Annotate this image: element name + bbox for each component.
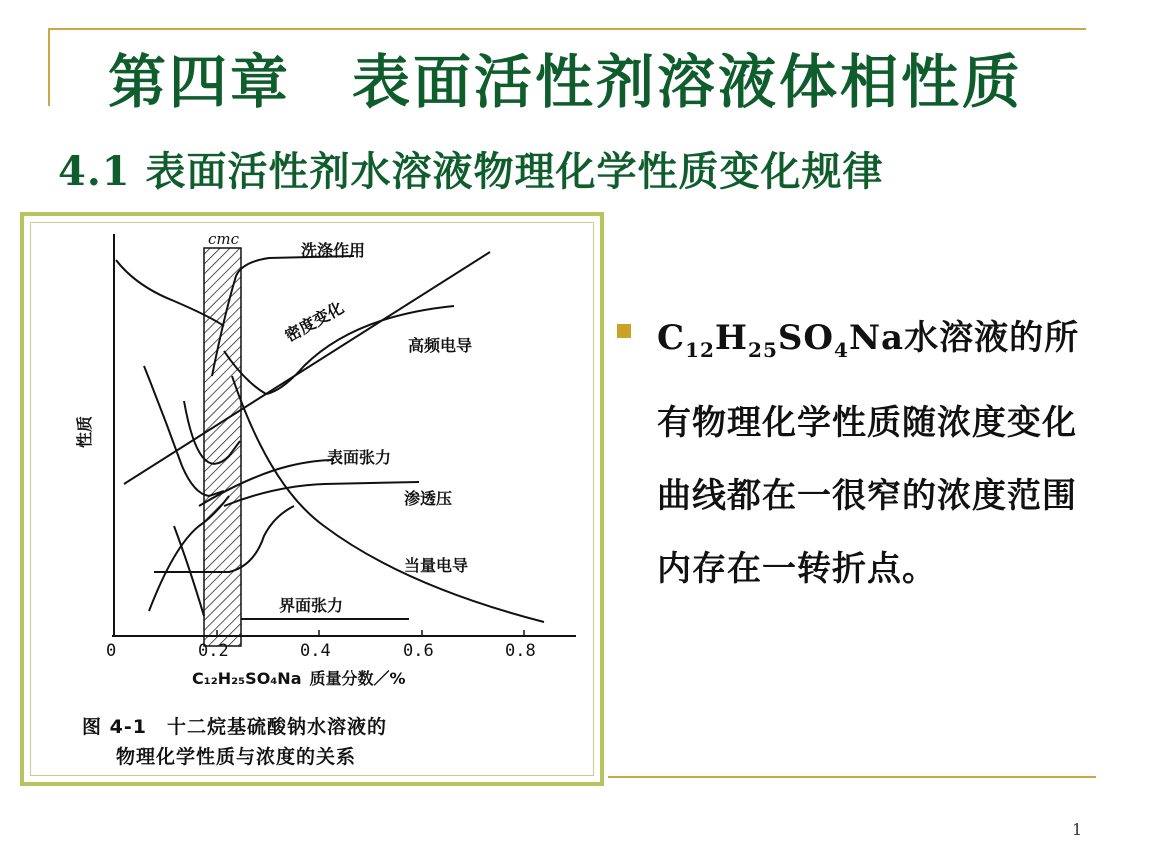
formula-c: C — [657, 318, 686, 358]
density-label: 密度变化 — [281, 297, 347, 346]
bottom-rule — [608, 776, 1096, 778]
formula-h-sub: 25 — [748, 337, 778, 362]
property-concentration-figure — [24, 216, 600, 782]
x-axis-label — [192, 669, 406, 688]
detergency-label: 洗涤作用 — [301, 241, 366, 260]
bullet-square-icon — [617, 324, 631, 338]
figure-caption-line-2: 物理化学性质与浓度的关系 — [116, 746, 357, 768]
figure-caption-line-1: 图 4-1 十二烷基硫酸钠水溶液的 — [82, 716, 387, 738]
formula-na: Na — [848, 318, 905, 358]
x-tick-1: 0.2 — [198, 641, 229, 661]
x-axis-suffix: 质量分数／% — [309, 669, 406, 688]
y-axis-label: 性质 — [75, 415, 94, 448]
x-tick-4: 0.8 — [505, 641, 536, 661]
bullet-body: 水溶液的所有物理化学性质随浓度变化曲线都在一很窄的浓度范围内存在一转折点。 — [657, 318, 1080, 589]
formula-so-sub: 4 — [834, 337, 849, 362]
formula-so: SO — [777, 318, 835, 358]
hf-conductivity-label: 高频电导 — [408, 336, 473, 355]
top-rule — [48, 28, 1086, 30]
equivalent-conductivity-label: 当量电导 — [404, 556, 469, 575]
x-axis-formula: C₁₂H₂₅SO₄Na — [192, 669, 302, 688]
x-tick-0: 0 — [106, 641, 117, 661]
cmc-label: cmc — [208, 230, 240, 248]
interfacial-tension-label: 界面张力 — [279, 596, 344, 615]
density-curve — [124, 252, 490, 484]
x-tick-3: 0.6 — [403, 641, 434, 661]
figure-frame — [20, 212, 604, 786]
left-rule — [48, 28, 50, 106]
formula-h: H — [714, 318, 749, 358]
surface-tension-label: 表面张力 — [327, 448, 392, 467]
x-tick-2: 0.4 — [300, 641, 331, 661]
page-number: 1 — [1072, 820, 1083, 839]
osmotic-pressure-curve — [224, 482, 419, 506]
formula-c-sub: 12 — [685, 337, 715, 362]
equivalent-conductivity-curve — [232, 376, 544, 622]
slide-title: 第四章 表面活性剂溶液体相性质 — [108, 48, 1024, 116]
slide-subtitle: 4.1 表面活性剂水溶液物理化学性质变化规律 — [58, 148, 884, 195]
bullet-text — [657, 302, 1097, 606]
osmotic-pressure-label: 渗透压 — [404, 489, 453, 508]
